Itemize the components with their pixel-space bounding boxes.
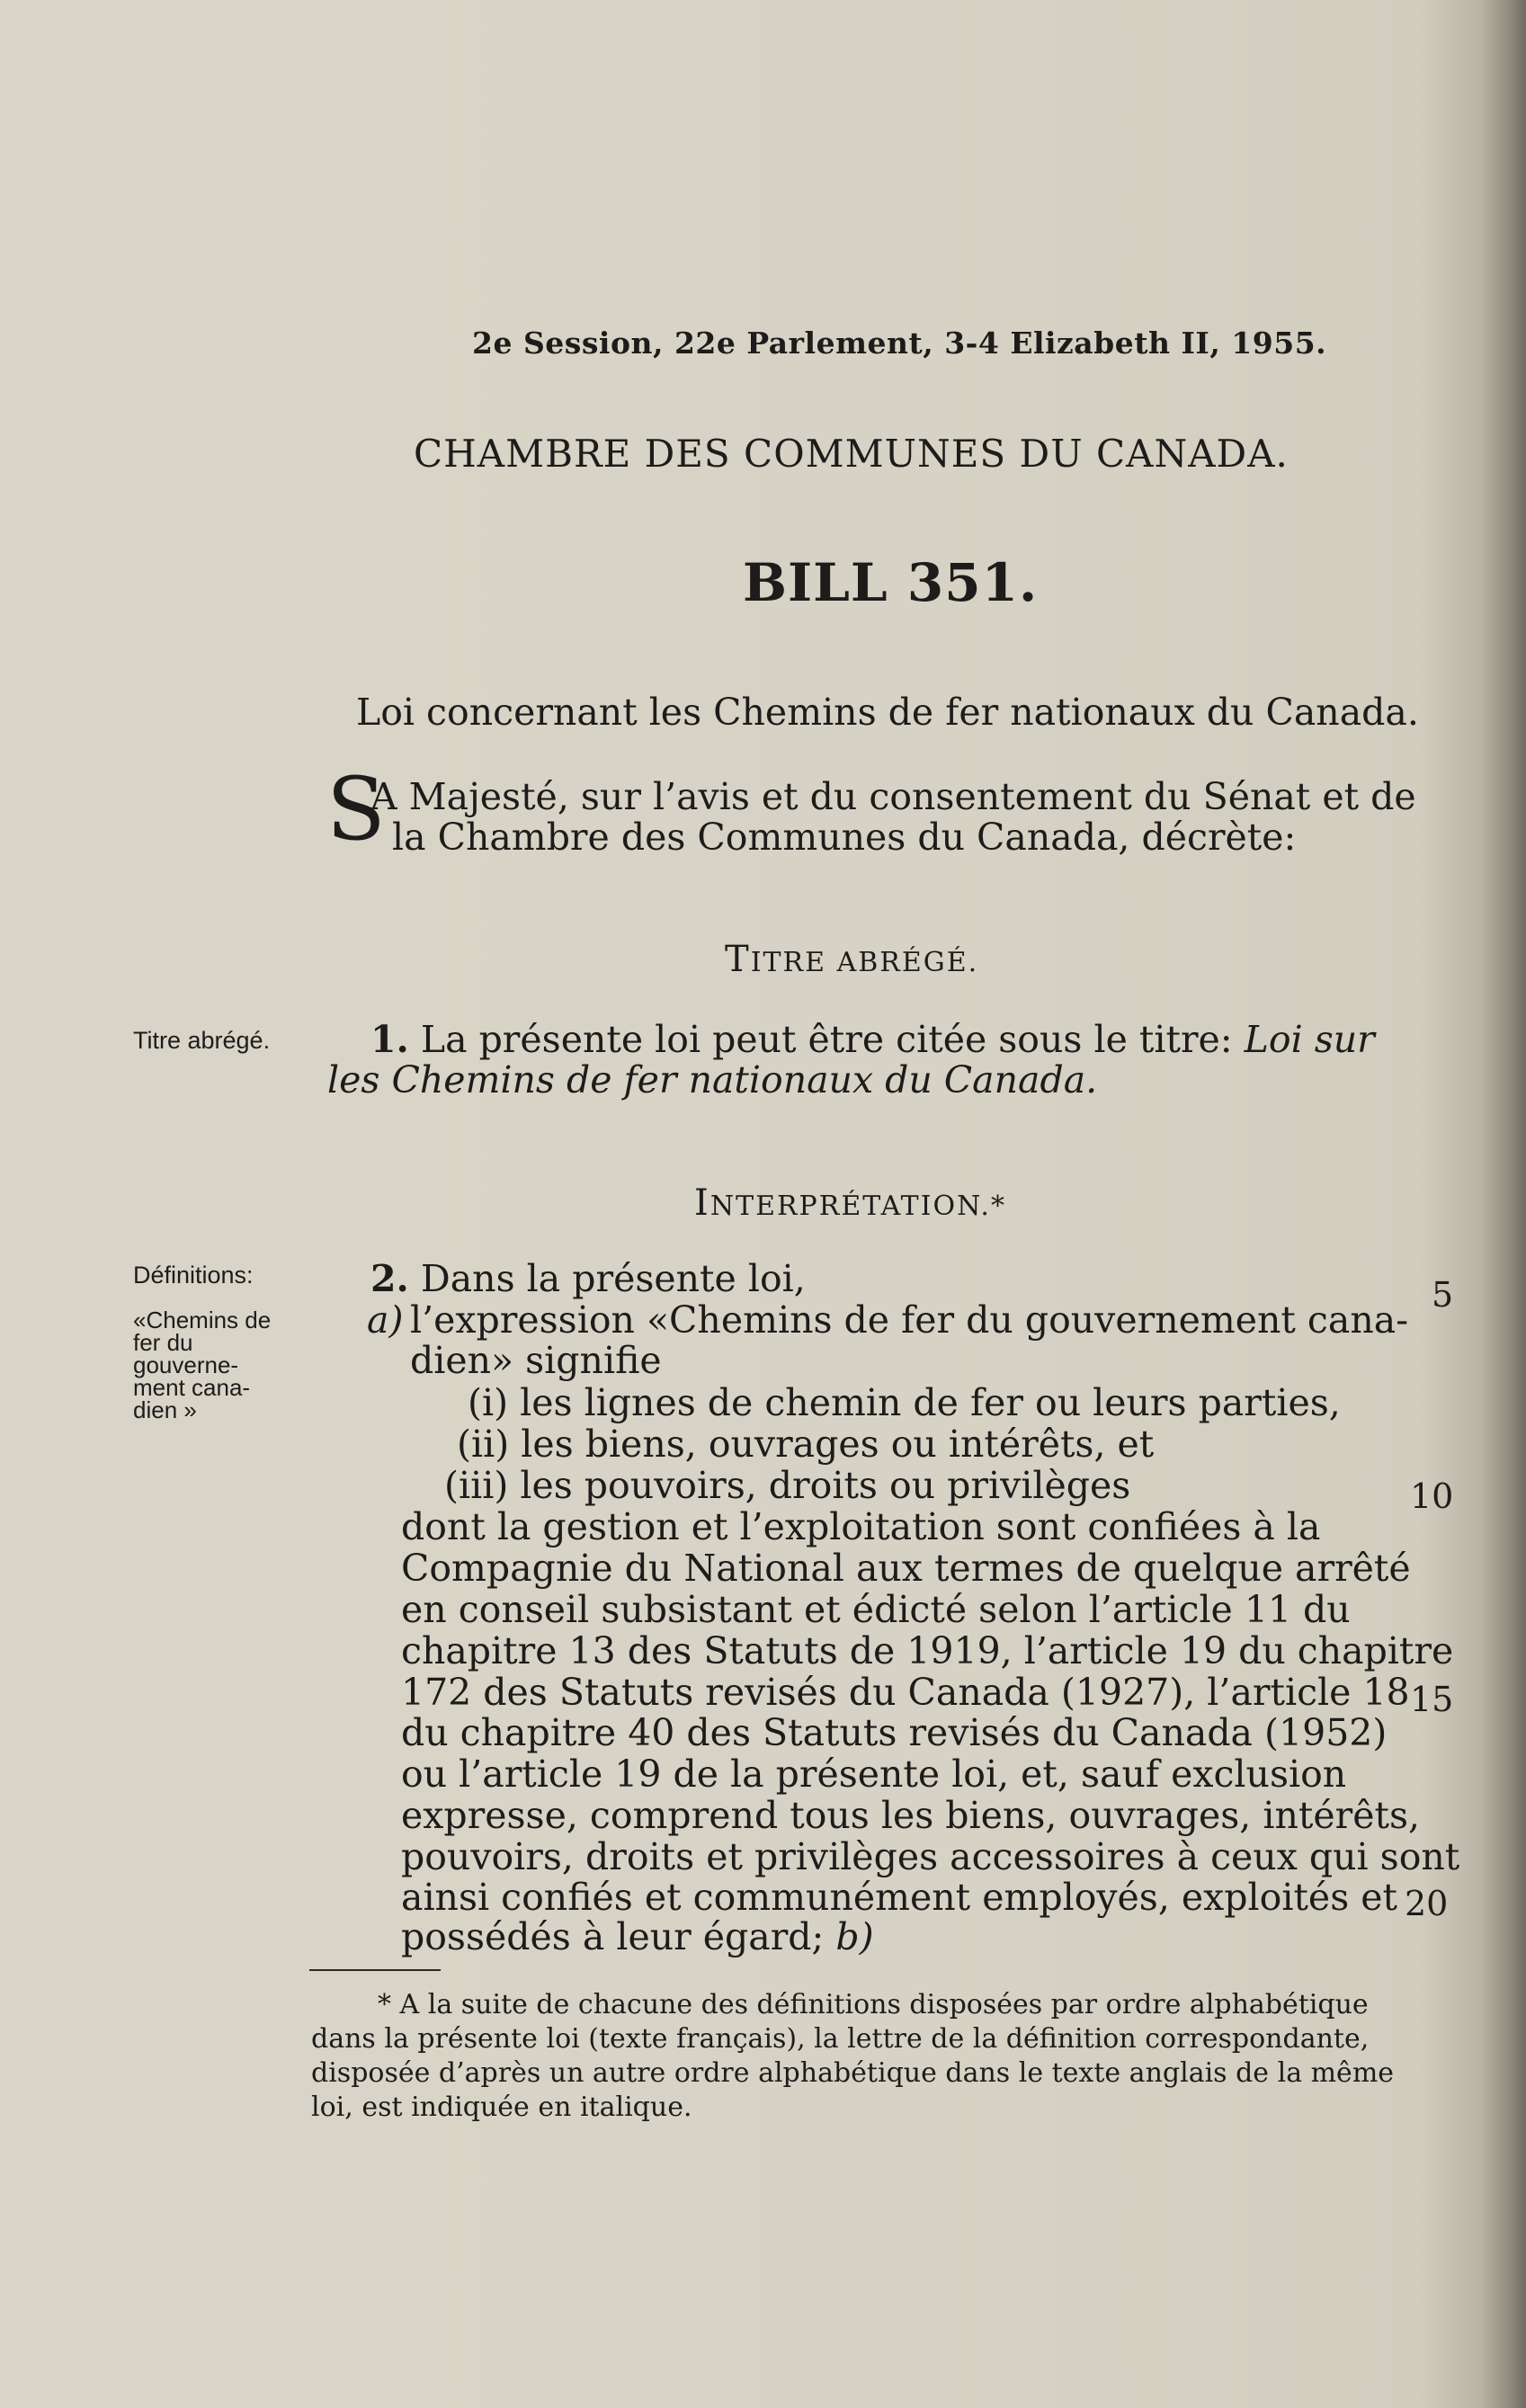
line-number: 10 xyxy=(1410,1476,1454,1516)
long-title: Loi concernant les Chemins de fer nationaux du Canada. xyxy=(356,691,1419,734)
body-line: 172 des Statuts revisés du Canada (1927), l’article 18 xyxy=(401,1671,1410,1714)
body-line: ou l’article 19 de la présente loi, et, sauf exclusion xyxy=(401,1752,1347,1796)
section-2-intro-text: Dans la présente loi, xyxy=(420,1257,806,1300)
line-number: 15 xyxy=(1410,1680,1454,1719)
drop-cap: S xyxy=(326,759,386,860)
footnote-line: disposée d’après un autre ordre alphabétique dans le texte anglais de la même xyxy=(311,2057,1395,2089)
bill-title: BILL 351. xyxy=(743,552,1039,613)
line-number: 5 xyxy=(1432,1275,1454,1315)
margin-note-definition-term: «Chemins de fer du gouverne-ment cana-dien » xyxy=(133,1307,272,1423)
heading-initial: T xyxy=(725,939,751,980)
line-number: 20 xyxy=(1405,1884,1449,1923)
para-label-a: a) xyxy=(367,1298,404,1342)
footnote-line: * A la suite de chacune des définitions disposées par ordre alphabétique xyxy=(378,1989,1369,2020)
margin-note-titre: Titre abrégé. xyxy=(133,1027,271,1054)
footnote-line: dans la présente loi (texte français), la lettre de la définition correspondante, xyxy=(311,2023,1370,2055)
enacting-line-2: la Chambre des Communes du Canada, décrète: xyxy=(392,816,1297,859)
heading-rest: ITRE ABRÉGÉ. xyxy=(750,947,979,978)
body-line: dien» signifie xyxy=(410,1339,662,1382)
margin-note-definitions: Définitions: xyxy=(133,1262,254,1289)
chamber-title: CHAMBRE DES COMMUNES DU CANADA. xyxy=(414,432,1289,476)
footnote-line: loi, est indiquée en italique. xyxy=(311,2091,692,2123)
heading-titre-abrege xyxy=(725,939,978,980)
body-line: du chapitre 40 des Statuts revisés du Canada (1952) xyxy=(401,1711,1388,1754)
body-line: Compagnie du National aux termes de quelque arrêté xyxy=(401,1547,1411,1590)
heading-initial: I xyxy=(694,1182,710,1224)
section-2-intro xyxy=(370,1257,806,1300)
body-line: (iii) les pouvoirs, droits ou privilèges xyxy=(444,1464,1131,1507)
section-number: 1. xyxy=(370,1018,409,1061)
section-1-line-1 xyxy=(370,1018,1375,1061)
para-label-b: b) xyxy=(835,1915,874,1958)
body-line: chapitre 13 des Statuts de 1919, l’article 19 du chapitre xyxy=(401,1629,1454,1672)
body-line: (ii) les biens, ouvrages ou intérêts, et xyxy=(457,1423,1155,1466)
body-line-text: possédés à leur égard; xyxy=(401,1915,825,1958)
heading-rest: NTERPRÉTATION.* xyxy=(709,1191,1006,1222)
body-line: (i) les lignes de chemin de fer ou leurs parties, xyxy=(468,1381,1341,1424)
session-header: 2e Session, 22e Parlement, 3-4 Elizabeth II, 1955. xyxy=(472,326,1327,361)
body-line: ainsi confiés et communément employés, exploités et xyxy=(401,1876,1398,1919)
section-1-line-2: les Chemins de fer nationaux du Canada. xyxy=(327,1058,1098,1101)
section-number: 2. xyxy=(370,1257,409,1300)
section-1-text: La présente loi peut être citée sous le titre: xyxy=(420,1018,1233,1061)
enacting-line-1: A Majesté, sur l’avis et du consentement du Sénat et de xyxy=(370,775,1416,818)
footnote-rule xyxy=(309,1969,441,1971)
body-line: dont la gestion et l’exploitation sont confiées à la xyxy=(401,1505,1321,1548)
section-1-italic: Loi sur xyxy=(1244,1018,1375,1061)
body-line: expresse, comprend tous les biens, ouvrages, intérêts, xyxy=(401,1794,1421,1837)
body-line: pouvoirs, droits et privilèges accessoires à ceux qui sont xyxy=(401,1835,1460,1878)
body-line: en conseil subsistant et édicté selon l’article 11 du xyxy=(401,1588,1351,1631)
body-line xyxy=(401,1915,874,1958)
heading-interpretation xyxy=(694,1182,1006,1224)
body-line: l’expression «Chemins de fer du gouvernement cana- xyxy=(410,1298,1409,1342)
